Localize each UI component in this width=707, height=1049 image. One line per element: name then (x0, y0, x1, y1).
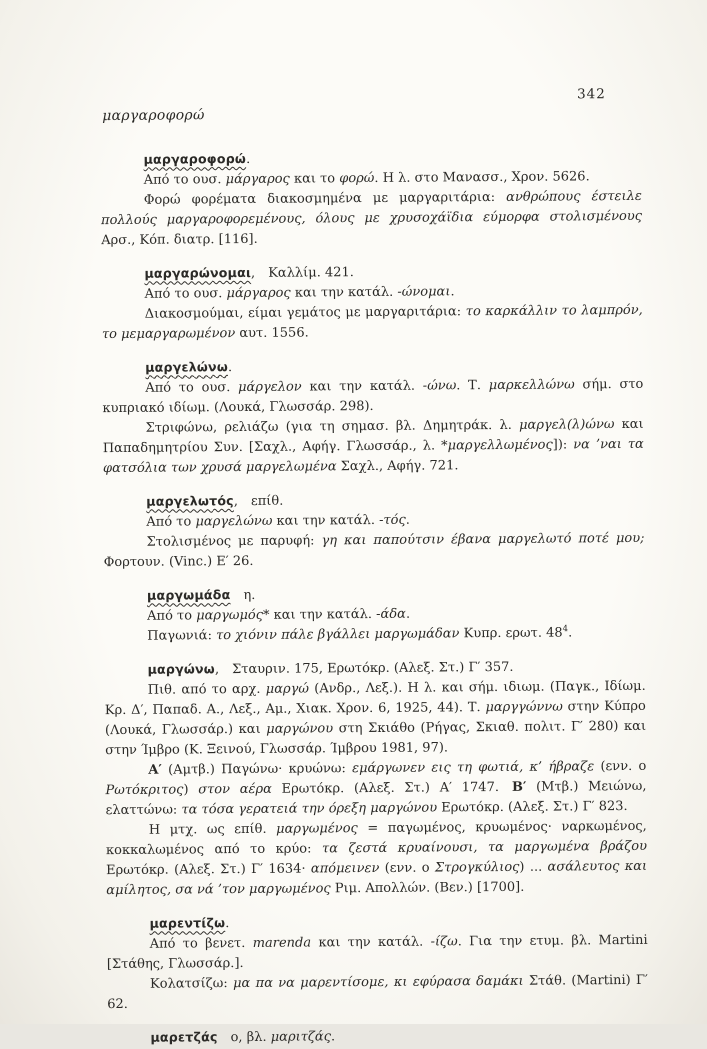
text-segment: μαριτζάς (271, 1029, 331, 1044)
text-segment: Ερωτόκρ. (Αλεξ. Στ.) Α′ 1747. (272, 780, 499, 797)
text-segment: Από το ουσ. (145, 380, 238, 396)
entry-head-line (107, 1024, 648, 1049)
dictionary-entry (104, 582, 645, 647)
entry-paragraph (105, 757, 646, 821)
dictionary-entry (100, 146, 642, 251)
text-segment: Φορώ φορέματα διακοσμημένα με μαργαριτάρια: (144, 190, 506, 208)
text-segment: και την κατάλ. (269, 607, 376, 623)
text-segment: και την κατάλ. (291, 285, 398, 301)
text-segment: ) (183, 782, 198, 797)
text-segment: , (251, 266, 255, 281)
text-segment: στον αέρα (198, 782, 272, 798)
text-segment: μαργγώννω (485, 700, 563, 716)
dictionary-entry (101, 260, 643, 345)
text-segment: -άδα (376, 607, 406, 622)
entry-paragraph (102, 301, 643, 345)
text-segment: , (215, 662, 219, 677)
text-segment: (Μτβ.) Μειώνω, ελαττώνω: (106, 779, 647, 818)
text-segment: Σταυριν. 175, Ερωτόκρ. (Αλεξ. Στ.) Γ′ 357. (232, 660, 514, 677)
text-segment: Ερωτόκρ. (Αλεξ. Στ.) Γ′ 823. (437, 799, 628, 815)
text-segment: απόμεινεν (311, 861, 380, 877)
text-segment: = παγωμένος, κρυωμένος· ναρκωμένος, κοκκαλωμένος από το κρύο: (106, 819, 647, 858)
text-segment: και την κατάλ. (272, 513, 379, 529)
text-segment: . (331, 1029, 335, 1044)
dictionary-entry (102, 354, 644, 479)
text-segment: . Τ. (456, 378, 489, 393)
text-segment: Κυπρ. ερωτ. 48 (459, 626, 562, 642)
text-segment: εμάργωνεν εις τη φωτιά, κ’ ήβραζε (352, 759, 594, 776)
text-segment: μα πα να μαρεντίσομε, κι εφύρασα δαμάκι (233, 974, 524, 991)
entry-paragraph (107, 931, 648, 975)
text-segment: Από το ουσ. (144, 172, 226, 188)
headword: μαργελώνω (145, 359, 228, 375)
text-segment: ]): (553, 437, 574, 452)
entry-paragraph (102, 375, 643, 419)
text-segment: μαργωμένος (276, 821, 358, 837)
text-segment: σήμ. στο κυπριακό ιδίωμ. (Λουκά, Γλωσσάρ. 298). (102, 377, 643, 416)
text-segment: και την κατάλ. (311, 935, 431, 951)
text-segment: . (568, 625, 572, 640)
text-segment: Από το ουσ. (145, 286, 227, 302)
entry-paragraph (101, 187, 642, 251)
page-content (100, 88, 648, 1049)
text-segment: (Αμτβ.) Παγώνω· κρυώνω: (162, 761, 352, 777)
text-segment: μαργελλωμένος (448, 438, 553, 454)
text-segment: -ώνομαι (397, 284, 450, 299)
text-segment: Από το (146, 514, 195, 529)
entry-paragraph (103, 529, 644, 573)
entry-paragraph (103, 415, 644, 479)
text-segment: μαργωμός* (196, 608, 269, 624)
text-segment: ανθρώπους έστειλε πολλούς μαργαροφορεμένους, όλους με χρυσοχάϊδια εύμορφα στολισμένους (101, 189, 642, 228)
text-segment: και την κατάλ. (302, 379, 423, 395)
text-segment: (ενν. ο (379, 861, 435, 876)
text-segment: -τός (379, 513, 406, 528)
text-segment: και το (290, 171, 340, 186)
entry-paragraph (106, 817, 648, 901)
text-segment: μάργαρος (226, 286, 290, 302)
text-segment: Φορτουν. (Vinc.) Ε′ 26. (104, 554, 254, 570)
headword: μαργωμάδα (147, 587, 231, 603)
text-segment: η. (243, 588, 255, 603)
text-segment: 4 (563, 624, 569, 634)
text-segment: Στάθ. (Martini) Γ′ 62. (107, 973, 648, 1012)
text-segment: -ώνω (423, 378, 457, 393)
text-segment: . Η λ. στο Μανασσ., Χρον. 5626. (374, 169, 589, 186)
text-segment: Η μτχ. ως επίθ. (149, 822, 276, 838)
text-segment: και Παπαδημητρίου Συν. [Σαχλ., Αφήγ. Γλωσσάρ., λ. * (103, 417, 644, 456)
text-segment: μαργελ(λ)ώνω (519, 417, 614, 433)
text-segment: μάργαρος (226, 172, 290, 188)
entry-paragraph (104, 623, 645, 647)
running-head: μαργαροφορώ (102, 107, 205, 124)
text-segment: ο, βλ. (231, 1030, 271, 1045)
text-segment: τα τόσα γερατειά την όρεξη μαργώνου (181, 800, 437, 817)
text-segment: να ’ναι τα φατσόλια των χρυσά μαργελωμένα (103, 437, 644, 476)
text-segment: Στρογκύλιος (435, 860, 520, 876)
headword: μαργαροφορώ (143, 151, 246, 167)
text-segment: Ριμ. Απολλών. (Βεν.) [1700]. (331, 880, 525, 897)
text-segment: φορώ (339, 171, 374, 186)
text-segment: Ρωτόκριτος (105, 782, 183, 798)
text-segment: μαργώ (266, 682, 309, 697)
text-segment: γη και παπούτσιν έβανα μαργελωτό ποτέ μου; (321, 531, 644, 549)
text-segment: μάργελον (238, 380, 302, 395)
text-segment: Από το βενετ. (150, 936, 253, 952)
text-segment: , (234, 494, 238, 509)
dictionary-entry (107, 1024, 648, 1049)
text-segment: το καρκάλλιν το λαμπρόν, το μεμαργαρωμένον (102, 303, 643, 342)
text-segment: Από το (147, 608, 196, 623)
text-segment: ασάλευτος και αμίλητος, σα νά ’τον μαργωμένος (106, 859, 647, 898)
text-segment: Α′ (148, 763, 162, 778)
text-segment: αυτ. 1556. (235, 325, 309, 341)
headword: μαρετζάς (150, 1029, 217, 1045)
text-segment: Αρσ., Κόπ. διατρ. [116]. (101, 232, 258, 248)
text-segment: Καλλίμ. 421. (268, 265, 354, 281)
entry-paragraph (105, 677, 647, 761)
text-segment: Ερωτόκρ. (Αλεξ. Στ.) Γ′ 1634· (106, 861, 311, 878)
text-segment: το χιόνιν πάλε βγάλλει μαργωμάδαν (216, 626, 460, 643)
text-segment: Διακοσμούμαι, είμαι γεμάτος με μαργαριτάρια: (145, 304, 466, 322)
text-segment: μαργώνου (266, 721, 333, 737)
text-segment: επίθ. (251, 494, 283, 509)
text-segment: στη Σκιάθο (Ρήγας, Σκιαθ. πολιτ. Γ′ 280) και στην Ίμβρο (Κ. Ξεινού, Γλωσσάρ. Ίμβρου 1981, 97). (105, 719, 646, 758)
page-number: 342 (577, 86, 606, 102)
text-segment: Παγωνιά: (147, 628, 216, 644)
text-segment: Β′ (512, 780, 527, 795)
text-segment: στην Κύπρο (Λουκά, Γλωσσάρ.) και (105, 699, 646, 738)
text-segment: marenda (253, 935, 312, 950)
text-segment: . (406, 607, 410, 622)
entry-paragraph (107, 971, 648, 1015)
text-segment: . (406, 513, 410, 528)
page-header (100, 88, 641, 150)
dictionary-entry (104, 656, 647, 901)
headword: μαρεντίζω (149, 915, 225, 931)
text-segment: (Ανδρ., Λεξ.). Η λ. και σήμ. ιδιωμ. (Παγκ., Ιδίωμ. Κρ. Δ′, Παπαδ. Α., Λεξ., Αμ., Χιακ. Χρον. 6, 1925, 44). Τ. (105, 679, 646, 718)
text-segment: Σαχλ., Αφήγ. 721. (337, 458, 459, 474)
text-segment: (ενν. ο (594, 759, 646, 774)
text-segment: . Για την ετυμ. βλ. Martini [Στάθης, Γλωσσάρ.]. (107, 933, 648, 972)
text-segment: . (450, 284, 454, 299)
text-segment: μαργελώνω (195, 514, 272, 530)
dictionary-entry (106, 910, 648, 1015)
text-segment: . (225, 916, 229, 931)
text-segment: Στριφώνω, ρελιάζω (για τη σημασ. βλ. Δημητράκ. λ. (146, 418, 520, 436)
headword: μαργελωτός (146, 493, 234, 509)
text-segment: -ίζω (430, 934, 457, 949)
text-segment: Πιθ. από το αρχ. (148, 682, 266, 698)
dictionary-entries (100, 146, 648, 1049)
headword: μαργώνω (147, 661, 215, 677)
headword: μαργαρώνομαι (144, 265, 251, 281)
text-segment: τα ζεστά κρυαίνουσι, τα μαργωμένα βράζου (322, 839, 647, 857)
text-segment: Κολατσίζω: (150, 976, 233, 992)
text-segment: μαρκελλώνω (489, 377, 575, 393)
dictionary-entry (103, 488, 645, 573)
text-segment: Στολισμένος με παρυφή: (146, 533, 321, 549)
text-segment: ) ... (519, 860, 547, 875)
text-segment: . (228, 360, 232, 375)
text-segment: . (246, 152, 250, 167)
